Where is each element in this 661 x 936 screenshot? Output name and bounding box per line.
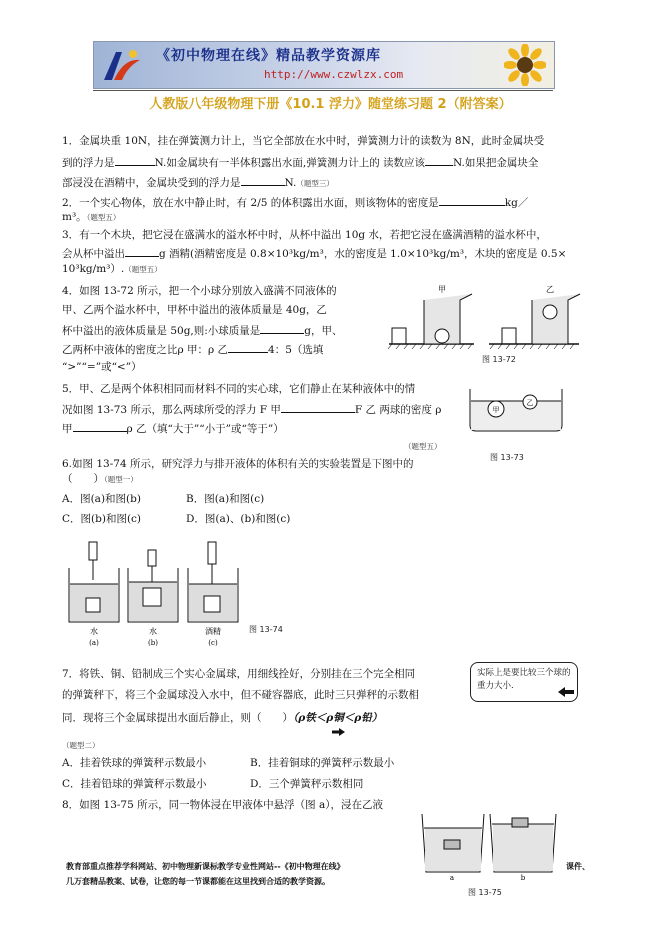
q3-text-c: 10³kg/m³）. bbox=[62, 263, 125, 275]
q6-option-c[interactable]: C．图(b)和图(c) bbox=[62, 513, 142, 525]
page-title: 人教版八年级物理下册《10.1 浮力》随堂练习题 2（附答案） bbox=[149, 97, 512, 112]
q1-line3 bbox=[62, 174, 334, 191]
q5-line3 bbox=[62, 420, 284, 436]
q1-blank-2[interactable] bbox=[425, 154, 453, 166]
q1-text-d: 部浸没在酒精中，金属块受到的浮力是 bbox=[62, 177, 241, 189]
q4-line2: 甲、乙两个溢水杯中，甲杯中溢出的液体质量是 40g，乙 bbox=[62, 304, 327, 316]
fig72-label-yi: 乙 bbox=[546, 285, 554, 294]
figure-13-72-caption: 图 13-72 bbox=[482, 355, 516, 364]
q6-option-b[interactable]: B．图(a)和图(c) bbox=[186, 493, 265, 505]
fig75-label-a: a bbox=[449, 874, 455, 882]
q4-line3 bbox=[62, 322, 343, 338]
fig73-label-jia: 甲 bbox=[492, 406, 500, 414]
q7-line3 bbox=[62, 711, 382, 725]
arrow-right-icon bbox=[331, 727, 347, 737]
q1-line2 bbox=[62, 154, 538, 170]
q2-text-a: 2．一个实心物体，放在水中静止时，有 2/5 的体积露出水面，则该物体的密度是 bbox=[62, 197, 439, 209]
q4-text-d: 4：5（选填 bbox=[268, 344, 324, 356]
q8-line1: 8．如图 13-75 所示，同一物体浸在甲液体中悬浮（图 a），浸在乙液 bbox=[62, 799, 383, 811]
q5-text-b: F 乙 两球的密度 ρ bbox=[354, 404, 442, 416]
q4-line5: “>”“=”或“<”） bbox=[62, 361, 142, 373]
fig74-label-b: (b) bbox=[148, 639, 158, 647]
q7-text-a: 同．现将三个金属球提出水面后静止，则（ ） bbox=[62, 712, 293, 724]
figure-13-75 bbox=[418, 810, 560, 882]
q1-text-b: N.如金属块有一半体积露出水面,弹簧测力计上的 读数应该 bbox=[154, 157, 426, 169]
q5-blank-1[interactable] bbox=[281, 401, 355, 413]
q2-tag: （题型五） bbox=[86, 213, 121, 222]
fig72-label-jia: 甲 bbox=[438, 285, 446, 294]
q7-line2: 的弹簧秤下，将三个金属球没入水中，但不碰容器底，此时三只弹秤的示数相 bbox=[62, 689, 419, 701]
q7-density-order: （ρ铁＜ρ铜＜ρ铅） bbox=[293, 712, 383, 724]
q7-tag: （题型二） bbox=[62, 741, 100, 750]
q3-text-a: 会从杯中溢出 bbox=[62, 248, 125, 260]
sunflower-icon bbox=[504, 44, 546, 86]
q5-line1: 5．甲、乙是两个体积相同而材料不同的实心球，它们静止在某种液体中的情 bbox=[62, 383, 416, 395]
header-divider bbox=[93, 90, 553, 91]
figure-13-75-caption: 图 13-75 bbox=[468, 888, 502, 897]
footer-line1-end bbox=[566, 861, 590, 872]
q2-blank[interactable] bbox=[439, 194, 505, 206]
q7-option-a[interactable]: A．挂着铁球的弹簧秤示数最小 bbox=[62, 757, 207, 769]
logo-icon bbox=[100, 46, 144, 84]
q4-text-b: g，甲、 bbox=[304, 325, 343, 337]
q6-line2 bbox=[62, 472, 138, 487]
q6-line1: 6.如图 13-74 所示，研究浮力与排开液体的体积有关的实验装置是下图中的 bbox=[62, 458, 414, 470]
q2-unit: m³。 bbox=[62, 211, 87, 223]
banner-title: 《初中物理在线》精品教学资源库 bbox=[156, 48, 381, 64]
q7-hint-text: 实际上是要比较三个球的重力大小. bbox=[477, 668, 571, 691]
q1-blank-1[interactable] bbox=[115, 154, 155, 166]
q7-tag-line bbox=[62, 738, 100, 753]
q6-paren: （ ） bbox=[62, 473, 104, 485]
fig74-liquid-c: 酒精 bbox=[205, 627, 221, 636]
q1-line1: 1．金属块重 10N，挂在弹簧测力计上，当它全部放在水中时，弹簧测力计的读数为 8N，此时金属块受 bbox=[62, 135, 545, 147]
figure-13-74-caption: 图 13-74 bbox=[249, 625, 283, 634]
q4-text-a: 杯中溢出的液体质量是 50g,则:小球质量是 bbox=[62, 325, 261, 337]
q3-tag: （题型五） bbox=[124, 265, 162, 274]
q5-text-c: 甲 bbox=[62, 423, 73, 435]
q7-option-c[interactable]: C．挂着铅球的弹簧秤示数最小 bbox=[62, 778, 207, 790]
q6-option-a[interactable]: A．图(a)和图(b) bbox=[62, 493, 141, 505]
q6-option-d[interactable]: D．图(a)、(b)和图(c) bbox=[186, 513, 291, 525]
beaker-c bbox=[188, 542, 238, 622]
banner-url[interactable]: http://www.czwlzx.com bbox=[264, 68, 404, 81]
header-banner bbox=[93, 41, 555, 89]
q1-text-e: N. bbox=[284, 177, 297, 189]
q7-line1: 7．将铁、铜、铅制成三个实心金属球，用细线拴好，分别挂在三个完全相同 bbox=[62, 668, 416, 680]
q1-text-a: 到的浮力是 bbox=[62, 157, 115, 169]
q3-line3 bbox=[62, 262, 162, 277]
footer-text-a: 教育部重点推荐学科网站、初中物理新课标教学专业性网站--《初中物理在线》 bbox=[66, 862, 345, 871]
beaker-b bbox=[128, 550, 178, 622]
q1-text-c: N.如果把金属块全 bbox=[453, 157, 539, 169]
q3-line1: 3．有一个木块，把它浸在盛满水的溢水杯中时，从杯中溢出 10g 水，若把它浸在盛满酒精的溢水杯中， bbox=[62, 229, 547, 241]
q6-tag: （题型一） bbox=[104, 475, 138, 484]
figure-13-73 bbox=[466, 385, 566, 435]
q1-blank-3[interactable] bbox=[241, 174, 285, 186]
figure-13-73-caption: 图 13-73 bbox=[490, 453, 524, 462]
q5-text-a: 况如图 13-73 所示，那么两球所受的浮力 F 甲 bbox=[62, 404, 281, 416]
q5-text-d: ρ 乙（填“大于”“小于”或“等于”） bbox=[126, 423, 284, 435]
footer-line1 bbox=[66, 861, 345, 872]
q5-blank-2[interactable] bbox=[73, 420, 127, 432]
q1-tag: （题型三） bbox=[296, 179, 334, 188]
q4-blank-2[interactable] bbox=[228, 341, 268, 353]
q2-text-b: kg／ bbox=[504, 197, 529, 209]
footer-line2: 几万套精品教案、试卷，让您的每一节课都能在这里找到合适的教学资源。 bbox=[66, 877, 330, 886]
q5-tag-line bbox=[404, 439, 442, 454]
q2-line2 bbox=[62, 210, 120, 225]
figure-13-74 bbox=[64, 540, 244, 650]
q4-line1: 4．如图 13-72 所示，把一个小球分别放入盛满不同液体的 bbox=[62, 285, 337, 297]
q4-blank-1[interactable] bbox=[260, 322, 304, 334]
fig74-label-a: (a) bbox=[89, 639, 99, 647]
q3-blank[interactable] bbox=[125, 245, 159, 257]
fig73-label-yi: 乙 bbox=[526, 399, 534, 407]
q7-option-b[interactable]: B．挂着铜球的弹簧秤示数最小 bbox=[250, 757, 395, 769]
fig74-label-c: (c) bbox=[208, 639, 218, 647]
footer-text-b: 课件、 bbox=[566, 862, 590, 871]
q3-text-b: g 酒精(酒精密度是 0.8×10³kg/m³，水的密度是 1.0×10³kg/m³，木块的密度是 0.5× bbox=[159, 248, 567, 260]
beaker-a bbox=[69, 542, 119, 622]
fig74-liquid-a: 水 bbox=[90, 627, 98, 636]
q5-tag: （题型五） bbox=[404, 442, 442, 451]
q4-text-c: 乙两杯中液体的密度之比ρ 甲：ρ 乙 bbox=[62, 344, 229, 356]
arrow-left-icon bbox=[556, 686, 576, 698]
q3-line2 bbox=[62, 245, 566, 261]
q2-line1 bbox=[62, 194, 528, 210]
q7-option-d[interactable]: D．三个弹簧秤示数相同 bbox=[250, 778, 364, 790]
fig74-liquid-b: 水 bbox=[149, 627, 157, 636]
q5-line2 bbox=[62, 401, 441, 417]
q4-line4 bbox=[62, 341, 323, 357]
fig75-label-b: b bbox=[520, 874, 526, 882]
figure-13-72 bbox=[384, 282, 584, 352]
